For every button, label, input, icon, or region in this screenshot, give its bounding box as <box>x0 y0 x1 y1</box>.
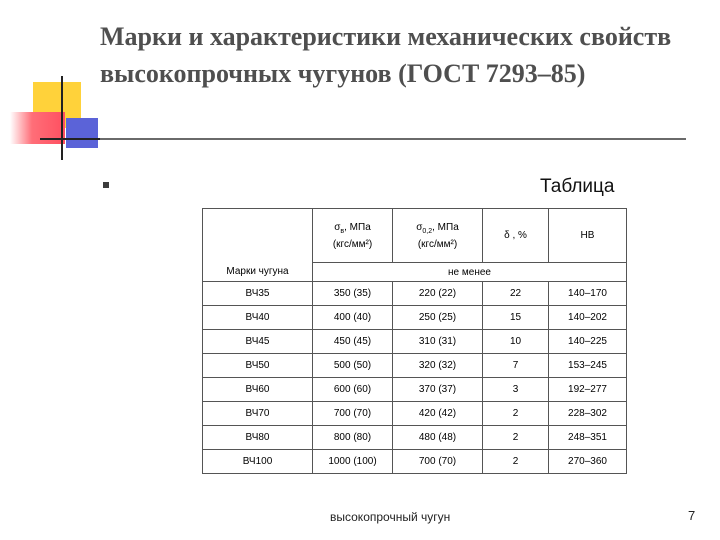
cell-sigma-b: 600 (60) <box>313 378 393 402</box>
table-body <box>203 282 627 474</box>
decor-blue-square <box>66 118 98 148</box>
cell-hb: 140–225 <box>549 330 627 354</box>
header-sigma-02 <box>393 209 483 263</box>
cell-hb: 248–351 <box>549 426 627 450</box>
table-row <box>203 378 627 402</box>
header-sigma-b-symbol: σ <box>334 221 341 233</box>
header-sigma-02-unit: , МПа <box>432 221 459 233</box>
cell-hb: 270–360 <box>549 450 627 474</box>
header-sigma-02-symbol: σ <box>416 221 423 233</box>
table-row <box>203 402 627 426</box>
title-underline <box>40 138 686 140</box>
cell-brand: ВЧ60 <box>203 378 313 402</box>
header-hb: НВ <box>549 209 627 263</box>
properties-table <box>202 208 627 474</box>
slide-footer: высокопрочный чугун <box>330 510 451 524</box>
cell-sigma-b: 500 (50) <box>313 354 393 378</box>
table-row <box>203 282 627 306</box>
header-sigma-02-alt: (кгс/мм²) <box>417 238 458 250</box>
header-delta: δ , % <box>483 209 549 263</box>
cell-sigma-b: 450 (45) <box>313 330 393 354</box>
cell-sigma-02: 250 (25) <box>393 306 483 330</box>
cell-sigma-02: 220 (22) <box>393 282 483 306</box>
table-row <box>203 450 627 474</box>
cell-delta: 3 <box>483 378 549 402</box>
table-caption: Таблица <box>540 176 615 197</box>
table-row <box>203 306 627 330</box>
cell-sigma-b: 350 (35) <box>313 282 393 306</box>
cell-sigma-b: 1000 (100) <box>313 450 393 474</box>
cell-delta: 15 <box>483 306 549 330</box>
slide-title: Марки и характеристики механических свойств высокопрочных чугунов (ГОСТ 7293–85) <box>100 22 672 88</box>
table-row <box>203 426 627 450</box>
cell-delta: 7 <box>483 354 549 378</box>
cell-sigma-02: 370 (37) <box>393 378 483 402</box>
cell-sigma-02: 310 (31) <box>393 330 483 354</box>
cell-delta: 10 <box>483 330 549 354</box>
cell-sigma-02: 700 (70) <box>393 450 483 474</box>
cell-brand: ВЧ80 <box>203 426 313 450</box>
cell-hb: 192–277 <box>549 378 627 402</box>
header-brand: Марки чугуна <box>203 209 313 282</box>
cell-delta: 2 <box>483 426 549 450</box>
cell-sigma-b: 400 (40) <box>313 306 393 330</box>
cell-brand: ВЧ35 <box>203 282 313 306</box>
header-sigma-b <box>313 209 393 263</box>
cell-brand: ВЧ100 <box>203 450 313 474</box>
header-min-note: не менее <box>313 263 627 282</box>
cell-sigma-02: 420 (42) <box>393 402 483 426</box>
cell-delta: 2 <box>483 402 549 426</box>
table-header-row <box>203 209 627 263</box>
cell-brand: ВЧ70 <box>203 402 313 426</box>
table-row <box>203 354 627 378</box>
cell-sigma-b: 700 (70) <box>313 402 393 426</box>
cell-brand: ВЧ45 <box>203 330 313 354</box>
cell-hb: 153–245 <box>549 354 627 378</box>
header-sigma-02-sub: 0,2 <box>422 227 433 235</box>
page-number: 7 <box>688 508 696 523</box>
cell-brand: ВЧ40 <box>203 306 313 330</box>
cell-hb: 140–202 <box>549 306 627 330</box>
cell-sigma-b: 800 (80) <box>313 426 393 450</box>
cell-sigma-02: 480 (48) <box>393 426 483 450</box>
cell-hb: 228–302 <box>549 402 627 426</box>
header-sigma-b-unit: , МПа <box>344 221 371 233</box>
decor-vertical-line <box>61 76 63 160</box>
cell-brand: ВЧ50 <box>203 354 313 378</box>
cell-hb: 140–170 <box>549 282 627 306</box>
header-sigma-b-sub: в <box>340 227 345 235</box>
cell-sigma-02: 320 (32) <box>393 354 483 378</box>
cell-delta: 2 <box>483 450 549 474</box>
bullet-marker <box>103 182 109 188</box>
title-underline-accent <box>40 138 100 140</box>
header-sigma-b-alt: (кгс/мм²) <box>332 238 373 250</box>
table-row <box>203 330 627 354</box>
cell-delta: 22 <box>483 282 549 306</box>
